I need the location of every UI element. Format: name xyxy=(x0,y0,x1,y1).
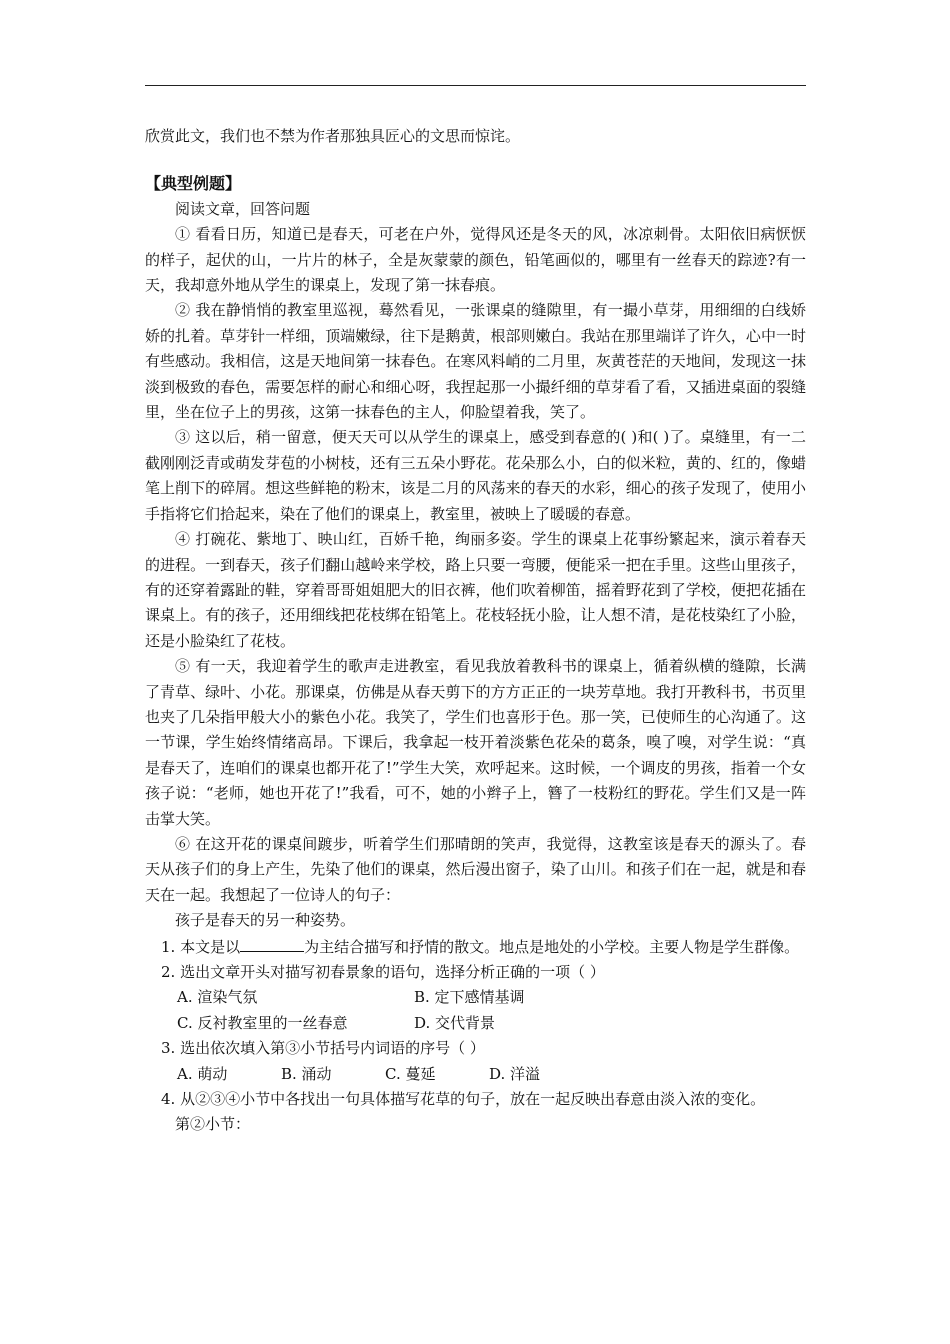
question-2-options-row-2 xyxy=(145,1011,806,1036)
poem-line: 孩子是春天的另一种姿势。 xyxy=(175,911,356,930)
option-3d: D. 洋溢 xyxy=(489,1064,541,1083)
fill-in-blank[interactable] xyxy=(240,934,304,952)
question-4: 4. 从②③④小节中各找出一句具体描写花草的句子，放在一起反映出春意由淡入浓的变化。 xyxy=(161,1090,766,1109)
instruction-text: 阅读文章，回答问题 xyxy=(175,199,311,218)
paragraph-6: ⑥ 在这开花的课桌间踱步，听着学生们那晴朗的笑声，我觉得，这教室该是春天的源头了。春天从孩子们的身上产生，先染了他们的课桌，然后漫出窗子，染了山川。和孩子们在一起，就是和春天在一起。我想起了一位诗人的句子： xyxy=(145,834,806,904)
question-1-prefix: 1. 本文是以 xyxy=(161,937,241,956)
section-title: 【典型例题】 xyxy=(145,174,242,194)
option-2a: A. 渲染气氛 xyxy=(177,988,258,1007)
paragraph-3: ③ 这以后，稍一留意，便天天可以从学生的课桌上，感受到春意的( )和( )了。桌缝里，有一二截刚刚泛青或萌发芽苞的小树枝，还有三五朵小野花。花朵那么小，白的似米粒，黄的、红的，像蜡笔上削下的碎屑。想这些鲜艳的粉末，该是二月的风荡来的春天的水彩，细心的孩子发现了，使用小手指将它们拾起来，染在了他们的课桌上，教室里，被映上了暖暖的春意。 xyxy=(145,428,806,523)
paragraph-4: ④ 打碗花、紫地丁、映山红，百娇千艳，绚丽多姿。学生的课桌上花事纷繁起来，演示着春天的进程。一到春天，孩子们翻山越岭来学校，路上只要一弯腰，便能采一把在手里。这些山里孩子，有的还穿着露趾的鞋，穿着哥哥姐姐肥大的旧衣裤，他们吹着柳笛，摇着野花到了学校，便把花插在课桌上。有的孩子，还用细线把花枝绑在铅笔上。花枝轻抚小脸，让人想不清，是花枝染红了小脸，还是小脸染红了花枝。 xyxy=(145,530,806,650)
paragraph-2: ② 我在静悄悄的教室里巡视，蓦然看见，一张课桌的缝隙里，有一撮小草芽，用细细的白线娇娇的扎着。草芽针一样细，顶端嫩绿，往下是鹅黄，根部则嫩白。我站在那里端详了许久，心中一时有些感动。我相信，这是天地间第一抹春色。在寒风料峭的二月里，灰黄苍茫的天地间，发现这一抹淡到极致的春色，需要怎样的耐心和细心呀，我捏起那一小撮纤细的草芽看了看，又插进桌面的裂缝里，坐在位子上的男孩，这第一抹春色的主人，仰脸望着我，笑了。 xyxy=(145,301,806,422)
question-1 xyxy=(145,934,806,960)
option-2c: C. 反衬教室里的一丝春意 xyxy=(177,1013,348,1032)
header-rule xyxy=(145,85,806,86)
option-2d: D. 交代背景 xyxy=(414,1013,496,1032)
paragraph-5: ⑤ 有一天，我迎着学生的歌声走进教室，看见我放着教科书的课桌上，循着纵横的缝隙，长满了青草、绿叶、小花。那课桌，仿佛是从春天剪下的方方正正的一块芳草地。我打开教科书，书页里也夹了几朵指甲般大小的紫色小花。我笑了，学生们也喜形于色。那一笑，已使师生的心沟通了。这一节课，学生始终情绪高昂。下课后，我拿起一枝开着淡紫色花朵的葛条，嗅了嗅，对学生说：“真是春天了，连咱们的课桌也都开花了!”学生大笑，欢呼起来。这时候，一个调皮的男孩，指着一个女孩子说：“老师，她也开花了!”我看，可不，她的小辫子上，簪了一枝粉红的野花。学生们又是一阵击掌大笑。 xyxy=(145,657,806,828)
intro-text: 欣赏此文，我们也不禁为作者那独具匠心的文思而惊诧。 xyxy=(145,127,521,145)
option-3b: B. 涌动 xyxy=(281,1064,332,1083)
question-2: 2. 选出文章开头对描写初春景象的语句，选择分析正确的一项（ ） xyxy=(161,963,605,981)
option-2b: B. 定下感情基调 xyxy=(414,988,525,1007)
option-3c: C. 蔓延 xyxy=(385,1064,436,1083)
question-3: 3. 选出依次填入第③小节括号内词语的序号（ ） xyxy=(161,1039,485,1058)
paragraph-1: ① 看看日历，知道已是春天，可老在户外，觉得风还是冬天的风，冰凉刺骨。太阳依旧病恹恹的样子，起伏的山，一片片的林子，全是灰蒙蒙的颜色，铅笔画似的，哪里有一丝春天的踪迹?有一天，我却意外地从学生的课桌上，发现了第一抹春痕。 xyxy=(145,225,806,295)
question-2-options-row-1 xyxy=(145,985,806,1010)
question-3-options xyxy=(145,1062,806,1087)
document-page xyxy=(145,124,806,1138)
question-1-suffix: 为主结合描写和抒情的散文。地点是地处的小学校。主要人物是学生群像。 xyxy=(304,937,800,956)
question-4-answer-label: 第②小节： xyxy=(175,1115,251,1134)
option-3a: A. 萌动 xyxy=(177,1064,228,1083)
